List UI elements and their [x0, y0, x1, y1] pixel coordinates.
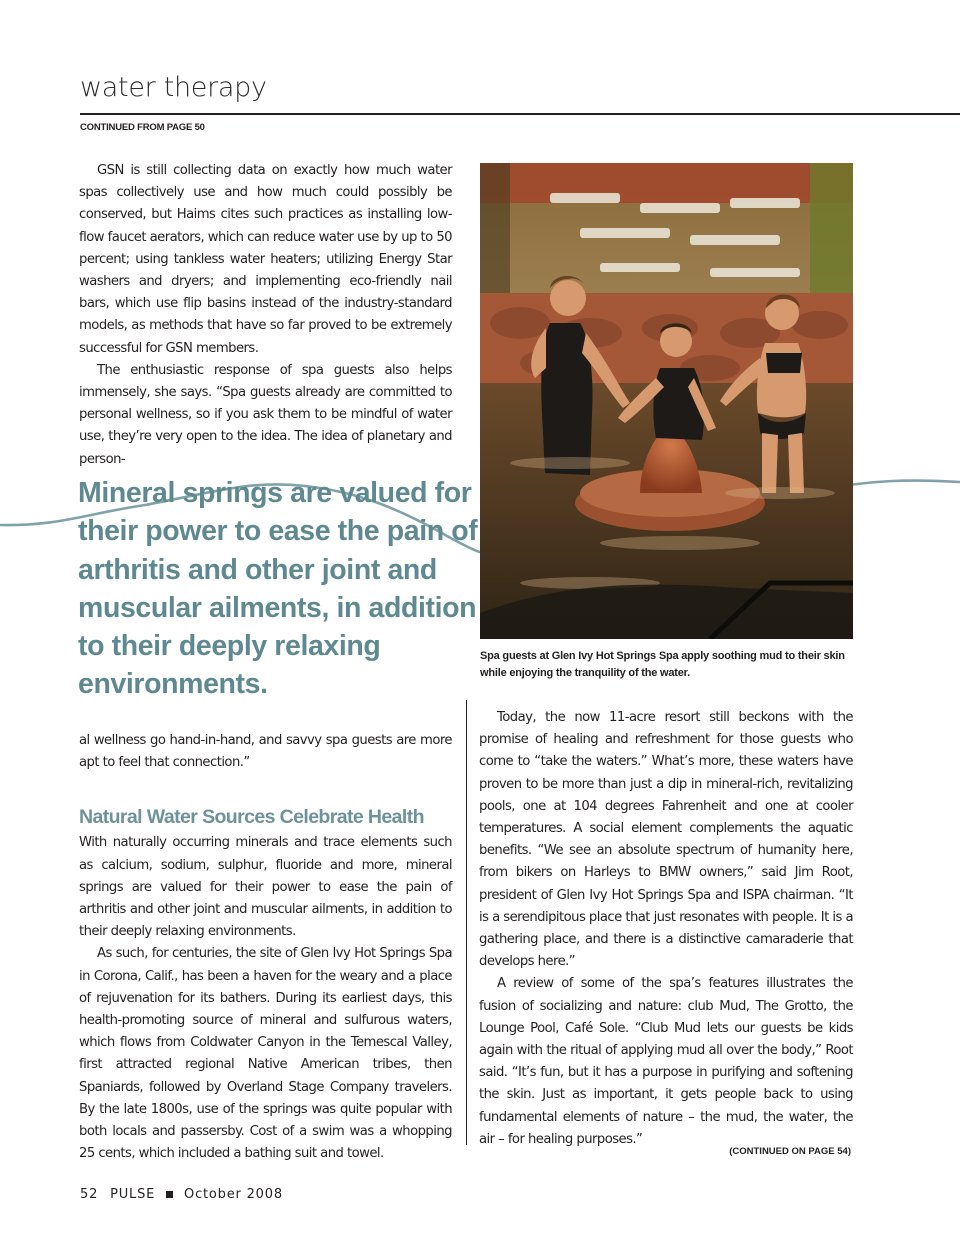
spa-photo-illustration — [480, 163, 853, 639]
section-title-rule — [80, 113, 960, 115]
body-paragraph: GSN is still collecting data on exactly how much water spas collectively use and how much could possibly be conserved, but Haims cites such practices as installing low-flow faucet aerators, which can reduce water use by up to 50 percent; using tankless water heaters; utilizing Energy Star washers and dryers; and implementing eco-friendly nail bars, which use flip basins instead of the industry-standard models, as methods that have so far proved to be extremely successful for GSN members. — [79, 163, 452, 356]
body-paragraph: A review of some of the spa’s features illustrates the fusion of socializing and nature: club Mud, The Grotto, the Lounge Pool, Café Sole. “Club Mud lets our guests be kids again with the ritual of applying mud all over the body,” Root said. “It’s fun, but it has a purpose in purifying and softening the skin. Just as important, it gets people back to using fundamental elements of nature – the mud, the water, the air – for healing purposes.” — [479, 976, 853, 1147]
body-paragraph: Today, the now 11-acre resort still beckons with the promise of healing and refreshment for those guests who come to “take the waters.” What’s more, these waters have proven to be more than just a dip in mineral-rich, revitalizing pools, one at 104 degrees Fahrenheit and one at cooler temperatures. A social element complements the aquatic benefits. “We see an absolute spectrum of humanity here, from bikers on Harleys to BMW owners,” said Jim Root, president of Glen Ivy Hot Springs Spa and ISPA chairman. “It is a serendipitous place that just resonates with people. It is a gathering place, and there is a distinctive camaraderie that develops here.” — [479, 710, 853, 970]
left-column-top-text — [79, 160, 452, 471]
body-paragraph-continuation: al wellness go hand-in-hand, and savvy spa guests are more apt to feel that connection.” — [79, 733, 452, 771]
column-divider — [466, 700, 467, 1145]
continued-from-label: CONTINUED FROM PAGE 50 — [80, 122, 205, 133]
photo-caption: Spa guests at Glen Ivy Hot Springs Spa apply soothing mud to their skin while enjoying the tranquility of the water. — [480, 650, 845, 679]
publication-name: PULSE — [110, 1187, 156, 1202]
continued-on-label: (CONTINUED ON PAGE 54) — [729, 1146, 851, 1157]
right-column-text — [479, 707, 853, 1151]
section-title: water therapy — [80, 72, 267, 103]
left-column-bottom-text — [79, 730, 452, 1165]
body-paragraph: As such, for centuries, the site of Glen Ivy Hot Springs Spa in Corona, Calif., has been a haven for the weary and a place of rejuvenation for its bathers. During its earliest days, this health-promoting source of mineral and sulfurous waters, which flows from Coldwater Canyon in the Temescal Valley, first attracted regional Native American tribes, then Spaniards, followed by Overland Stage Company travelers. By the late 1800s, use of the springs was quite popular with both locals and passersby. Cost of a swim was a whopping 25 cents, which included a bathing suit and towel. — [79, 946, 452, 1162]
body-paragraph: With naturally occurring minerals and trace elements such as calcium, sodium, sulphur, fluoride and more, mineral springs are valued for their power to ease the pain of arthritis and other joint and muscular ailments, in addition to their deeply relaxing environments. — [79, 835, 452, 940]
page-number: 52 — [80, 1187, 99, 1202]
spa-guests-photo — [480, 163, 853, 639]
issue-date: October 2008 — [184, 1187, 283, 1202]
square-bullet-icon — [166, 1191, 173, 1198]
subhead: Natural Water Sources Celebrate Health — [79, 806, 424, 829]
page-folio — [80, 1187, 283, 1202]
pull-quote: Mineral springs are valued for their power to ease the pain of arthritis and other joint and muscular ailments, in addition to their deeply relaxing environments. — [78, 477, 478, 701]
body-paragraph: The enthusiastic response of spa guests also helps immensely, she says. “Spa guests already are committed to personal wellness, so if you ask them to be mindful of water use, they’re very open to the idea. The idea of planetary and person- — [79, 362, 452, 467]
